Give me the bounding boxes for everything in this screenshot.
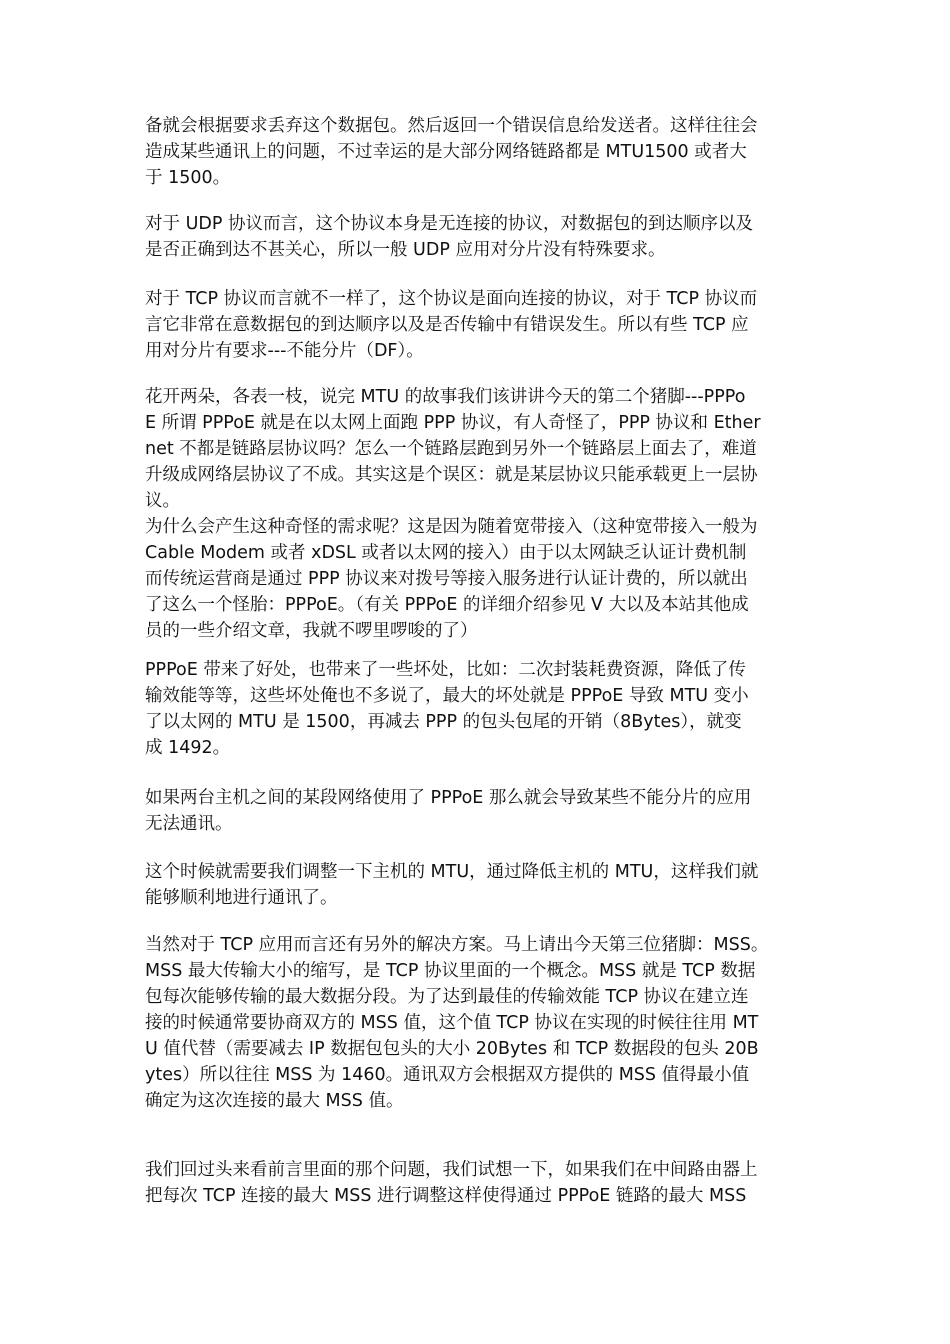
- text-line: 言它非常在意数据包的到达顺序以及是否传输中有错误发生。所以有些 TCP 应: [145, 315, 749, 335]
- text-line: 我们回过头来看前言里面的那个问题，我们试想一下，如果我们在中间路由器上: [145, 1160, 758, 1180]
- text-line: 是否正确到达不甚关心，所以一般 UDP 应用对分片没有特殊要求。: [145, 240, 666, 260]
- text-line: 而传统运营商是通过 PPP 协议来对拨号等接入服务进行认证计费的，所以就出: [145, 569, 748, 589]
- text-line: 成 1492。: [145, 738, 231, 758]
- text-line: U 值代替（需要减去 IP 数据包包头的大小 20Bytes 和 TCP 数据段的包头 20B: [145, 1039, 759, 1059]
- paragraph-mss: [145, 932, 810, 1114]
- text-line: 于 1500。: [145, 168, 231, 188]
- text-line: 了这么一个怪胎：PPPoE。（有关 PPPoE 的详细介绍参见 V 大以及本站其他成: [145, 595, 749, 615]
- text-line: 输效能等等，这些坏处俺也不多说了，最大的坏处就是 PPPoE 导致 MTU 变小: [145, 686, 749, 706]
- text-line: 花开两朵，各表一枝，说完 MTU 的故事我们该讲讲今天的第二个猪脚---PPPo: [145, 387, 746, 407]
- paragraph-pppoe-intro: [145, 384, 810, 644]
- text-line: 能够顺利地进行通讯了。: [145, 888, 338, 908]
- paragraph-no-fragment: [145, 785, 810, 837]
- text-line: 用对分片有要求---不能分片（DF）。: [145, 341, 424, 361]
- text-line: MSS 最大传输大小的缩写，是 TCP 协议里面的一个概念。MSS 就是 TCP 数据: [145, 961, 756, 981]
- paragraph-packet-drop: [145, 113, 810, 191]
- text-line: 对于 TCP 协议而言就不一样了，这个协议是面向连接的协议，对于 TCP 协议而: [145, 289, 758, 309]
- paragraph-tcp: [145, 286, 810, 364]
- text-line: 包每次能够传输的最大数据分段。为了达到最佳的传输效能 TCP 协议在建立连: [145, 987, 749, 1007]
- paragraph-pppoe-mtu: [145, 657, 810, 761]
- text-line: 员的一些介绍文章，我就不啰里啰唆的了）: [145, 621, 478, 641]
- text-line: ytes）所以往往 MSS 为 1460。通讯双方会根据双方提供的 MSS 值得最小值: [145, 1065, 750, 1085]
- text-line: 当然对于 TCP 应用而言还有另外的解决方案。马上请出今天第三位猪脚：MSS。: [145, 935, 769, 955]
- text-line: 对于 UDP 协议而言，这个协议本身是无连接的协议，对数据包的到达顺序以及: [145, 214, 753, 234]
- text-line: 把每次 TCP 连接的最大 MSS 进行调整这样使得通过 PPPoE 链路的最大 MSS: [145, 1186, 747, 1206]
- text-line: 接的时候通常要协商双方的 MSS 值，这个值 TCP 协议在实现的时候往往用 MT: [145, 1013, 759, 1033]
- text-line: 为什么会产生这种奇怪的需求呢？这是因为随着宽带接入（这种宽带接入一般为: [145, 517, 758, 537]
- text-line: 确定为这次连接的最大 MSS 值。: [145, 1091, 404, 1111]
- text-line: 如果两台主机之间的某段网络使用了 PPPoE 那么就会导致某些不能分片的应用: [145, 788, 752, 808]
- text-line: 无法通讯。: [145, 814, 233, 834]
- text-line: net 不都是链路层协议吗？怎么一个链路层跑到另外一个链路层上面去了，难道: [145, 439, 757, 459]
- text-line: Cable Modem 或者 xDSL 或者以太网的接入）由于以太网缺乏认证计费机制: [145, 543, 747, 563]
- text-line: PPPoE 带来了好处，也带来了一些坏处，比如：二次封装耗费资源，降低了传: [145, 660, 746, 680]
- text-line: 议。: [145, 491, 180, 511]
- text-line: E 所谓 PPPoE 就是在以太网上面跑 PPP 协议，有人奇怪了，PPP 协议和 Ether: [145, 413, 761, 433]
- text-line: 升级成网络层协议了不成。其实这是个误区：就是某层协议只能承载更上一层协: [145, 465, 758, 485]
- text-line: 造成某些通讯上的问题，不过幸运的是大部分网络链路都是 MTU1500 或者大: [145, 142, 747, 162]
- text-line: 了以太网的 MTU 是 1500，再减去 PPP 的包头包尾的开销（8Bytes），就变: [145, 712, 742, 732]
- paragraph-revisit-question: [145, 1157, 810, 1209]
- paragraph-adjust-mtu: [145, 859, 810, 911]
- text-line: 这个时候就需要我们调整一下主机的 MTU，通过降低主机的 MTU，这样我们就: [145, 862, 759, 882]
- text-line: 备就会根据要求丢弃这个数据包。然后返回一个错误信息给发送者。这样往往会: [145, 116, 758, 136]
- paragraph-udp: [145, 211, 810, 263]
